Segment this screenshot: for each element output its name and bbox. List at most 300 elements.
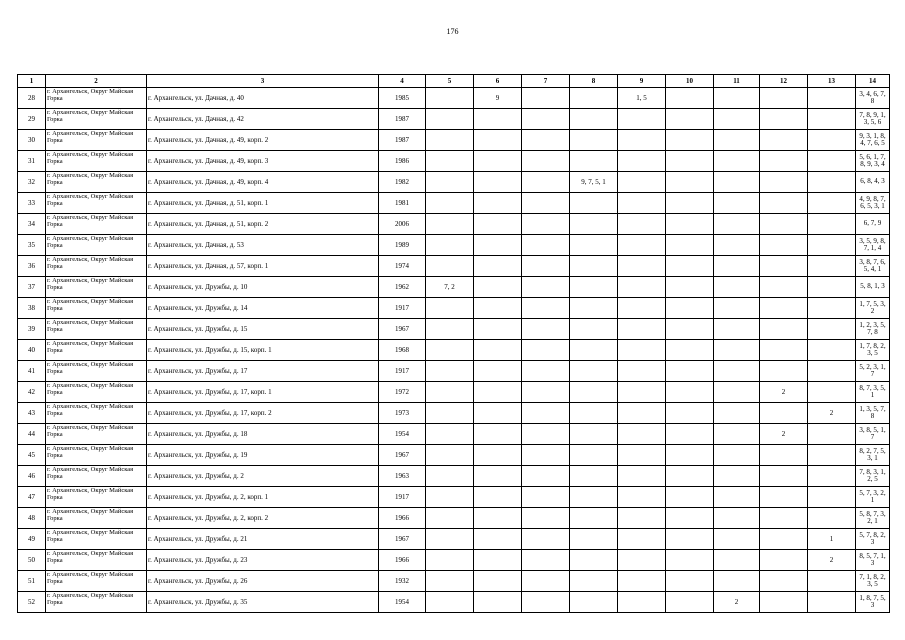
col10-cell [666,361,714,382]
col13-cell [808,130,856,151]
year-cell: 1917 [379,298,426,319]
col6-cell [474,529,522,550]
col5-cell [426,193,474,214]
table-row [18,340,890,361]
row-number-cell: 42 [18,382,46,403]
col7-cell [522,256,570,277]
table-row [18,214,890,235]
district-cell: г. Архангельск, Округ Майская Горка [46,109,147,130]
address-cell: г. Архангельск, ул. Дружбы, д. 14 [147,298,379,319]
col14-cell: 5, 7, 8, 2, 3 [856,529,890,550]
district-cell: г. Архангельск, Округ Майская Горка [46,529,147,550]
col11-cell [714,424,760,445]
col7-cell [522,319,570,340]
col12-cell [760,256,808,277]
address-cell: г. Архангельск, ул. Дачная, д. 40 [147,88,379,109]
year-cell: 1981 [379,193,426,214]
col8-cell [570,508,618,529]
col10-cell [666,382,714,403]
col14-cell: 1, 3, 5, 7, 8 [856,403,890,424]
register-table [17,74,890,613]
row-number-cell: 34 [18,214,46,235]
col10-cell [666,256,714,277]
col13-cell [808,214,856,235]
col7-cell [522,130,570,151]
col10-cell [666,277,714,298]
col7-cell [522,88,570,109]
col14-cell: 1, 7, 8, 2, 3, 5 [856,340,890,361]
col6-cell [474,361,522,382]
col5-cell [426,571,474,592]
col10-cell [666,88,714,109]
col14-cell: 5, 7, 3, 2, 1 [856,487,890,508]
col5-cell [426,214,474,235]
table-row [18,445,890,466]
col11-cell: 2 [714,592,760,613]
col12-cell [760,130,808,151]
col12-cell [760,508,808,529]
district-cell: г. Архангельск, Округ Майская Горка [46,382,147,403]
col13-cell [808,487,856,508]
year-cell: 1962 [379,277,426,298]
col9-cell [618,361,666,382]
col12-cell [760,172,808,193]
address-cell: г. Архангельск, ул. Дружбы, д. 19 [147,445,379,466]
table-row [18,88,890,109]
table-row [18,361,890,382]
col9-cell [618,214,666,235]
year-cell: 1967 [379,445,426,466]
col9-cell [618,298,666,319]
col11-cell [714,508,760,529]
col6-cell [474,298,522,319]
address-cell: г. Архангельск, ул. Дружбы, д. 26 [147,571,379,592]
col12-cell [760,109,808,130]
col11-cell [714,571,760,592]
year-cell: 1966 [379,550,426,571]
column-header: 1 [18,75,46,88]
col7-cell [522,550,570,571]
year-cell: 1968 [379,340,426,361]
col9-cell [618,571,666,592]
col8-cell [570,592,618,613]
col5-cell [426,298,474,319]
col9-cell [618,529,666,550]
district-cell: г. Архангельск, Округ Майская Горка [46,571,147,592]
col7-cell [522,571,570,592]
col8-cell [570,361,618,382]
col10-cell [666,571,714,592]
col13-cell [808,361,856,382]
col12-cell [760,235,808,256]
year-cell: 1973 [379,403,426,424]
col13-cell [808,277,856,298]
col13-cell [808,193,856,214]
col8-cell [570,214,618,235]
year-cell: 1917 [379,361,426,382]
col7-cell [522,487,570,508]
col6-cell [474,214,522,235]
district-cell: г. Архангельск, Округ Майская Горка [46,193,147,214]
col8-cell [570,193,618,214]
col11-cell [714,487,760,508]
col13-cell [808,424,856,445]
col8-cell [570,319,618,340]
col7-cell [522,382,570,403]
col6-cell [474,256,522,277]
col14-cell: 3, 8, 7, 6, 5, 4, 1 [856,256,890,277]
column-header: 7 [522,75,570,88]
col12-cell [760,214,808,235]
column-header: 11 [714,75,760,88]
col7-cell [522,361,570,382]
column-header: 14 [856,75,890,88]
address-cell: г. Архангельск, ул. Дачная, д. 51, корп. 2 [147,214,379,235]
col8-cell [570,88,618,109]
col8-cell [570,298,618,319]
table-row [18,487,890,508]
year-cell: 1963 [379,466,426,487]
col5-cell [426,235,474,256]
col7-cell [522,172,570,193]
col14-cell: 5, 6, 1, 7, 8, 9, 3, 4 [856,151,890,172]
col6-cell [474,109,522,130]
col5-cell [426,172,474,193]
col9-cell [618,445,666,466]
col10-cell [666,172,714,193]
col11-cell [714,298,760,319]
col10-cell [666,424,714,445]
column-header: 5 [426,75,474,88]
col10-cell [666,508,714,529]
year-cell: 1917 [379,487,426,508]
col9-cell [618,466,666,487]
column-header: 6 [474,75,522,88]
col14-cell: 7, 8, 9, 1, 3, 5, 6 [856,109,890,130]
col6-cell [474,508,522,529]
col5-cell [426,340,474,361]
district-cell: г. Архангельск, Округ Майская Горка [46,256,147,277]
column-header: 9 [618,75,666,88]
column-header: 10 [666,75,714,88]
column-header: 4 [379,75,426,88]
table-row [18,298,890,319]
row-number-cell: 40 [18,340,46,361]
col5-cell [426,550,474,571]
col10-cell [666,151,714,172]
address-cell: г. Архангельск, ул. Дружбы, д. 2 [147,466,379,487]
col9-cell [618,319,666,340]
year-cell: 1972 [379,382,426,403]
address-cell: г. Архангельск, ул. Дачная, д. 49, корп. 4 [147,172,379,193]
col14-cell: 7, 1, 8, 2, 3, 5 [856,571,890,592]
year-cell: 1932 [379,571,426,592]
row-number-cell: 52 [18,592,46,613]
col9-cell [618,277,666,298]
col9-cell [618,193,666,214]
col9-cell [618,508,666,529]
col12-cell [760,340,808,361]
year-cell: 1985 [379,88,426,109]
col7-cell [522,214,570,235]
col11-cell [714,88,760,109]
row-number-cell: 33 [18,193,46,214]
col8-cell [570,403,618,424]
col12-cell [760,529,808,550]
row-number-cell: 50 [18,550,46,571]
col7-cell [522,193,570,214]
col9-cell [618,424,666,445]
col8-cell [570,109,618,130]
col11-cell [714,319,760,340]
row-number-cell: 43 [18,403,46,424]
col6-cell [474,487,522,508]
col11-cell [714,466,760,487]
col9-cell [618,109,666,130]
col10-cell [666,130,714,151]
address-cell: г. Архангельск, ул. Дружбы, д. 35 [147,592,379,613]
row-number-cell: 30 [18,130,46,151]
year-cell: 1987 [379,130,426,151]
col12-cell [760,298,808,319]
col9-cell [618,403,666,424]
district-cell: г. Архангельск, Округ Майская Горка [46,592,147,613]
col6-cell [474,319,522,340]
district-cell: г. Архангельск, Округ Майская Горка [46,277,147,298]
col13-cell [808,592,856,613]
col12-cell [760,151,808,172]
col11-cell [714,382,760,403]
col11-cell [714,172,760,193]
col14-cell: 5, 8, 1, 3 [856,277,890,298]
col7-cell [522,508,570,529]
col13-cell [808,466,856,487]
year-cell: 2006 [379,214,426,235]
row-number-cell: 31 [18,151,46,172]
row-number-cell: 45 [18,445,46,466]
col14-cell: 8, 5, 7, 1, 3 [856,550,890,571]
col5-cell [426,382,474,403]
col5-cell [426,424,474,445]
col7-cell [522,466,570,487]
row-number-cell: 32 [18,172,46,193]
col11-cell [714,109,760,130]
col13-cell [808,151,856,172]
row-number-cell: 28 [18,88,46,109]
table-row [18,172,890,193]
address-cell: г. Архангельск, ул. Дружбы, д. 23 [147,550,379,571]
row-number-cell: 35 [18,235,46,256]
col14-cell: 8, 2, 7, 5, 3, 1 [856,445,890,466]
col13-cell [808,319,856,340]
district-cell: г. Архангельск, Округ Майская Горка [46,424,147,445]
col12-cell [760,487,808,508]
col7-cell [522,424,570,445]
table-row [18,109,890,130]
district-cell: г. Архангельск, Округ Майская Горка [46,508,147,529]
col14-cell: 6, 8, 4, 3 [856,172,890,193]
district-cell: г. Архангельск, Округ Майская Горка [46,319,147,340]
district-cell: г. Архангельск, Округ Майская Горка [46,88,147,109]
col12-cell: 2 [760,382,808,403]
col12-cell: 2 [760,424,808,445]
col14-cell: 3, 4, 6, 7, 8 [856,88,890,109]
table-body [18,88,890,613]
col8-cell [570,550,618,571]
col8-cell [570,256,618,277]
col6-cell [474,382,522,403]
col14-cell: 8, 7, 3, 5, 1 [856,382,890,403]
col11-cell [714,361,760,382]
col14-cell: 5, 8, 7, 3, 2, 1 [856,508,890,529]
col6-cell [474,172,522,193]
col10-cell [666,466,714,487]
col6-cell: 9 [474,88,522,109]
address-cell: г. Архангельск, ул. Дачная, д. 49, корп. 3 [147,151,379,172]
col13-cell [808,445,856,466]
col9-cell [618,235,666,256]
col12-cell [760,88,808,109]
table-row [18,424,890,445]
col11-cell [714,193,760,214]
col8-cell [570,466,618,487]
col6-cell [474,403,522,424]
year-cell: 1954 [379,424,426,445]
col11-cell [714,529,760,550]
district-cell: г. Архангельск, Округ Майская Горка [46,151,147,172]
page-number: 176 [446,27,459,36]
col11-cell [714,151,760,172]
col10-cell [666,487,714,508]
col5-cell [426,361,474,382]
col7-cell [522,298,570,319]
col9-cell [618,130,666,151]
row-number-cell: 48 [18,508,46,529]
col10-cell [666,109,714,130]
col8-cell [570,529,618,550]
col5-cell [426,445,474,466]
address-cell: г. Архангельск, ул. Дружбы, д. 21 [147,529,379,550]
address-cell: г. Архангельск, ул. Дачная, д. 51, корп. 1 [147,193,379,214]
col14-cell: 4, 9, 8, 7, 6, 5, 3, 1 [856,193,890,214]
col13-cell [808,256,856,277]
col9-cell [618,487,666,508]
col5-cell [426,319,474,340]
year-cell: 1954 [379,592,426,613]
col13-cell [808,571,856,592]
table-row [18,319,890,340]
col12-cell [760,277,808,298]
col13-cell [808,382,856,403]
col11-cell [714,214,760,235]
col6-cell [474,130,522,151]
col14-cell: 9, 3, 1, 8, 4, 7, 6, 5 [856,130,890,151]
table-row [18,550,890,571]
col11-cell [714,130,760,151]
col8-cell [570,445,618,466]
district-cell: г. Архангельск, Округ Майская Горка [46,361,147,382]
table-row [18,130,890,151]
col5-cell [426,109,474,130]
col12-cell [760,550,808,571]
row-number-cell: 39 [18,319,46,340]
col5-cell [426,487,474,508]
col6-cell [474,466,522,487]
col6-cell [474,151,522,172]
col14-cell: 3, 5, 9, 8, 7, 1, 4 [856,235,890,256]
col13-cell: 2 [808,403,856,424]
district-cell: г. Архангельск, Округ Майская Горка [46,403,147,424]
address-cell: г. Архангельск, ул. Дачная, д. 57, корп. 1 [147,256,379,277]
district-cell: г. Архангельск, Округ Майская Горка [46,130,147,151]
table-row [18,592,890,613]
table-row [18,193,890,214]
col5-cell [426,88,474,109]
column-header: 12 [760,75,808,88]
year-cell: 1967 [379,319,426,340]
col13-cell [808,88,856,109]
address-cell: г. Архангельск, ул. Дружбы, д. 2, корп. 1 [147,487,379,508]
col14-cell: 7, 8, 3, 1, 2, 5 [856,466,890,487]
col5-cell [426,130,474,151]
col8-cell [570,151,618,172]
col7-cell [522,277,570,298]
column-header: 3 [147,75,379,88]
col8-cell [570,277,618,298]
district-cell: г. Архангельск, Округ Майская Горка [46,214,147,235]
col12-cell [760,466,808,487]
col6-cell [474,550,522,571]
col9-cell: 1, 5 [618,88,666,109]
col11-cell [714,277,760,298]
col9-cell [618,592,666,613]
row-number-cell: 41 [18,361,46,382]
col9-cell [618,256,666,277]
col10-cell [666,445,714,466]
col6-cell [474,340,522,361]
col5-cell [426,466,474,487]
row-number-cell: 38 [18,298,46,319]
col9-cell [618,340,666,361]
address-cell: г. Архангельск, ул. Дачная, д. 49, корп. 2 [147,130,379,151]
table-row [18,403,890,424]
col7-cell [522,403,570,424]
row-number-cell: 29 [18,109,46,130]
year-cell: 1967 [379,529,426,550]
address-cell: г. Архангельск, ул. Дружбы, д. 18 [147,424,379,445]
col8-cell [570,487,618,508]
table-row [18,235,890,256]
col6-cell [474,571,522,592]
col10-cell [666,235,714,256]
address-cell: г. Архангельск, ул. Дачная, д. 53 [147,235,379,256]
col8-cell [570,340,618,361]
district-cell: г. Архангельск, Округ Майская Горка [46,487,147,508]
row-number-cell: 46 [18,466,46,487]
col13-cell [808,340,856,361]
col13-cell: 1 [808,529,856,550]
table-row [18,508,890,529]
col5-cell [426,151,474,172]
col5-cell: 7, 2 [426,277,474,298]
header-row [18,75,890,88]
table-row [18,382,890,403]
col9-cell [618,172,666,193]
row-number-cell: 51 [18,571,46,592]
col7-cell [522,592,570,613]
col11-cell [714,550,760,571]
col6-cell [474,277,522,298]
